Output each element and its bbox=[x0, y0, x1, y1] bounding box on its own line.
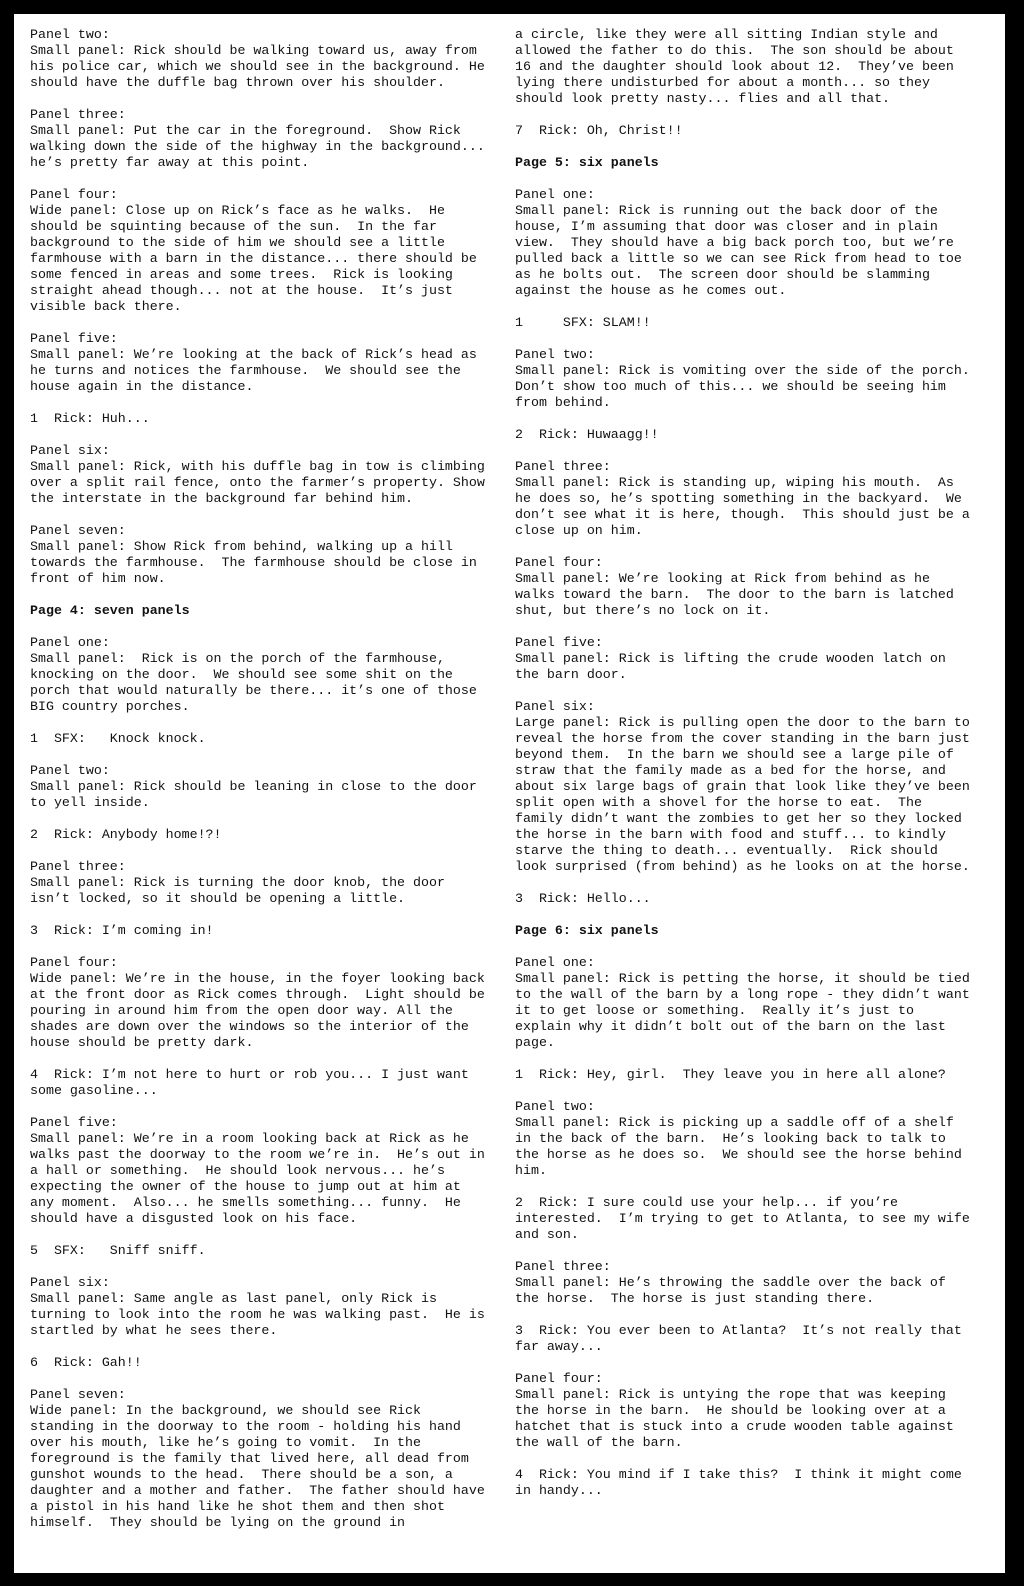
dialogue-line: 1 Rick: Hey, girl. They leave you in here all alone? bbox=[515, 1067, 946, 1082]
panel-description: Small panel: Rick is running out the back door of the house, I’m assuming that door was closer and in plain view. They should have a big back porch too, but we’re pulled back a little so we can see Rick from head to toe as he bolts out. The screen door should be slamming against the house as he comes out. bbox=[515, 203, 970, 298]
dialogue-line: 3 Rick: I’m coming in! bbox=[30, 923, 214, 938]
panel-description: Small panel: Rick is picking up a saddle off of a shelf in the back of the barn. He’s looking back to talk to the horse as he does so. We should see the horse behind him. bbox=[515, 1115, 970, 1178]
page-heading: Page 6: six panels bbox=[515, 923, 659, 938]
script-page bbox=[14, 14, 1005, 1573]
panel-heading: Panel one: bbox=[515, 187, 595, 202]
panel-heading: Panel seven: bbox=[30, 1387, 126, 1402]
panel-block bbox=[515, 187, 977, 299]
panel-block bbox=[30, 859, 492, 907]
dialogue-line: 7 Rick: Oh, Christ!! bbox=[515, 123, 683, 138]
panel-heading: Panel four: bbox=[515, 1371, 603, 1386]
panel-heading: Panel one: bbox=[30, 635, 110, 650]
panel-description: Small panel: Rick, with his duffle bag in tow is climbing over a split rail fence, onto the farmer’s property. Show the interstate in the background far behind him. bbox=[30, 459, 493, 506]
panel-heading: Panel three: bbox=[515, 1259, 611, 1274]
dialogue-line: 2 Rick: Huwaagg!! bbox=[515, 427, 659, 442]
dialogue-line: 6 Rick: Gah!! bbox=[30, 1355, 142, 1370]
left-column bbox=[30, 27, 492, 1531]
panel-block bbox=[515, 555, 977, 619]
panel-block bbox=[30, 1275, 492, 1339]
panel-description: Small panel: Same angle as last panel, only Rick is turning to look into the room he was walking past. He is startled by what he sees there. bbox=[30, 1291, 493, 1338]
panel-heading: Panel five: bbox=[515, 635, 603, 650]
panel-block bbox=[515, 347, 986, 411]
panel-block bbox=[30, 1387, 492, 1531]
dialogue-line: 3 Rick: You ever been to Atlanta? It’s not really that far away... bbox=[515, 1323, 970, 1354]
dialogue-line: 4 Rick: You mind if I take this? I think it might come in handy... bbox=[515, 1467, 970, 1498]
panel-heading: Panel five: bbox=[30, 331, 118, 346]
panel-description: Small panel: Rick should be leaning in close to the door to yell inside. bbox=[30, 779, 485, 810]
panel-block bbox=[515, 635, 977, 683]
dialogue-line: 4 Rick: I’m not here to hurt or rob you... I just want some gasoline... bbox=[30, 1067, 477, 1098]
panel-description: Wide panel: Close up on Rick’s face as he walks. He should be squinting because of the sun. In the far background to the side of him we should see a little farmhouse with a barn in the distance... there should be some fenced in areas and some trees. Rick is looking straight ahead though... not at the house. It’s just visible back there. bbox=[30, 203, 485, 314]
panel-heading: Panel one: bbox=[515, 955, 595, 970]
panel-block bbox=[515, 459, 977, 539]
dialogue-line: 3 Rick: Hello... bbox=[515, 891, 651, 906]
panel-block bbox=[30, 107, 492, 171]
panel-description: Small panel: Rick is on the porch of the farmhouse, knocking on the door. We should see some shit on the porch that would naturally be there... it’s one of those BIG country porches. bbox=[30, 651, 485, 714]
dialogue-line: 1 Rick: Huh... bbox=[30, 411, 150, 426]
panel-description: Small panel: Rick is untying the rope that was keeping the horse in the barn. He should be looking over at a hatchet that is stuck into a crude wooden table against the wall of the barn. bbox=[515, 1387, 962, 1450]
panel-description: Small panel: Rick is petting the horse, it should be tied to the wall of the barn by a long rope - they didn’t want it to get loose or something. Really it’s just to explain why it didn’t bolt out of the barn on the last page. bbox=[515, 971, 978, 1050]
right-column bbox=[515, 27, 986, 1499]
page-heading: Page 5: six panels bbox=[515, 155, 659, 170]
panel-description: Small panel: He’s throwing the saddle over the back of the horse. The horse is just standing there. bbox=[515, 1275, 954, 1306]
panel-block bbox=[515, 955, 977, 1051]
panel-block bbox=[515, 1259, 977, 1307]
panel-heading: Panel seven: bbox=[30, 523, 126, 538]
panel-heading: Panel three: bbox=[30, 107, 126, 122]
panel-block bbox=[30, 331, 492, 395]
panel-block bbox=[30, 443, 492, 507]
sfx-line: 1 SFX: SLAM!! bbox=[515, 315, 651, 330]
panel-description: Small panel: Put the car in the foreground. Show Rick walking down the side of the highway in the background... he’s pretty far away at this point. bbox=[30, 123, 493, 170]
panel-description: Small panel: Rick is lifting the crude wooden latch on the barn door. bbox=[515, 651, 954, 682]
panel-heading: Panel five: bbox=[30, 1115, 118, 1130]
panel-heading: Panel two: bbox=[30, 27, 110, 42]
panel-block bbox=[30, 187, 492, 315]
panel-block bbox=[30, 27, 492, 91]
panel-heading: Panel four: bbox=[30, 187, 118, 202]
panel-heading: Panel four: bbox=[30, 955, 118, 970]
panel-heading: Panel two: bbox=[30, 763, 110, 778]
dialogue-line: 2 Rick: I sure could use your help... if you’re interested. I’m trying to get to Atlanta, to see my wife and son. bbox=[515, 1195, 978, 1242]
panel-block bbox=[515, 1099, 977, 1179]
panel-block bbox=[30, 763, 492, 811]
panel-description: Small panel: Show Rick from behind, walking up a hill towards the farmhouse. The farmhouse should be close in front of him now. bbox=[30, 539, 485, 586]
panel-description-continued: a circle, like they were all sitting Indian style and allowed the father to do this. The son should be about 16 and the daughter should look about 12. They’ve been lying there undisturbed for about a month... so they should look pretty nasty... flies and all that. bbox=[515, 27, 962, 106]
panel-heading: Panel three: bbox=[515, 459, 611, 474]
panel-description: Wide panel: In the background, we should see Rick standing in the doorway to the room - holding his hand over his mouth, like he’s going to vomit. In the foreground is the family that lived here, all dead from gunshot wounds to the head. There should be a son, a daughter and a mother and father. The father should have a pistol in his hand like he shot them and then shot himself. They should be lying on the ground in bbox=[30, 1403, 493, 1530]
panel-heading: Panel two: bbox=[515, 347, 595, 362]
panel-block bbox=[30, 635, 492, 715]
page-heading: Page 4: seven panels bbox=[30, 603, 190, 618]
panel-heading: Panel four: bbox=[515, 555, 603, 570]
panel-heading: Panel three: bbox=[30, 859, 126, 874]
panel-description: Small panel: We’re looking at Rick from behind as he walks toward the barn. The door to the barn is latched shut, but there’s no lock on it. bbox=[515, 571, 962, 618]
panel-heading: Panel six: bbox=[30, 1275, 110, 1290]
panel-block bbox=[30, 1115, 492, 1227]
panel-description: Small panel: We’re looking at the back of Rick’s head as he turns and notices the farmhouse. We should see the house again in the distance. bbox=[30, 347, 485, 394]
dialogue-line: 2 Rick: Anybody home!?! bbox=[30, 827, 222, 842]
panel-description: Small panel: We’re in a room looking back at Rick as he walks past the doorway to the room we’re in. He’s out in a hall or something. He should look nervous... he’s expecting the owner of the house to jump out at him at any moment. Also... he smells something... funny. He should have a disgusted look on his face. bbox=[30, 1131, 493, 1226]
panel-block bbox=[30, 955, 492, 1051]
panel-block bbox=[30, 523, 492, 587]
panel-block bbox=[515, 699, 977, 875]
panel-description: Small panel: Rick should be walking toward us, away from his police car, which we should see in the background. He should have the duffle bag thrown over his shoulder. bbox=[30, 43, 493, 90]
sfx-line: 5 SFX: Sniff sniff. bbox=[30, 1243, 206, 1258]
panel-description: Small panel: Rick is vomiting over the side of the porch. Don’t show too much of this... we should be seeing him from behind. bbox=[515, 363, 986, 410]
panel-description: Small panel: Rick is turning the door knob, the door isn’t locked, so it should be opening a little. bbox=[30, 875, 453, 906]
panel-description: Large panel: Rick is pulling open the door to the barn to reveal the horse from the cover standing in the barn just beyond them. In the barn we should see a large pile of straw that the family made as a bed for the horse, and about six large bags of grain that look like they’ve been split open with a shovel for the horse to eat. The family didn’t want the zombies to get her so they locked the horse in the barn with food and stuff... to kindly starve the thing to death... eventually. Rick should look surprised (from behind) as he looks on at the horse. bbox=[515, 715, 978, 874]
panel-heading: Panel two: bbox=[515, 1099, 595, 1114]
panel-description: Wide panel: We’re in the house, in the foyer looking back at the front door as Rick comes through. Light should be pouring in around him from the open door way. All the shades are down over the windows so the interior of the house should be pretty dark. bbox=[30, 971, 493, 1050]
panel-block bbox=[515, 1371, 977, 1451]
panel-heading: Panel six: bbox=[515, 699, 595, 714]
panel-heading: Panel six: bbox=[30, 443, 110, 458]
panel-description: Small panel: Rick is standing up, wiping his mouth. As he does so, he’s spotting something in the backyard. We don’t see what it is here, though. This should just be a close up on him. bbox=[515, 475, 978, 538]
sfx-line: 1 SFX: Knock knock. bbox=[30, 731, 206, 746]
